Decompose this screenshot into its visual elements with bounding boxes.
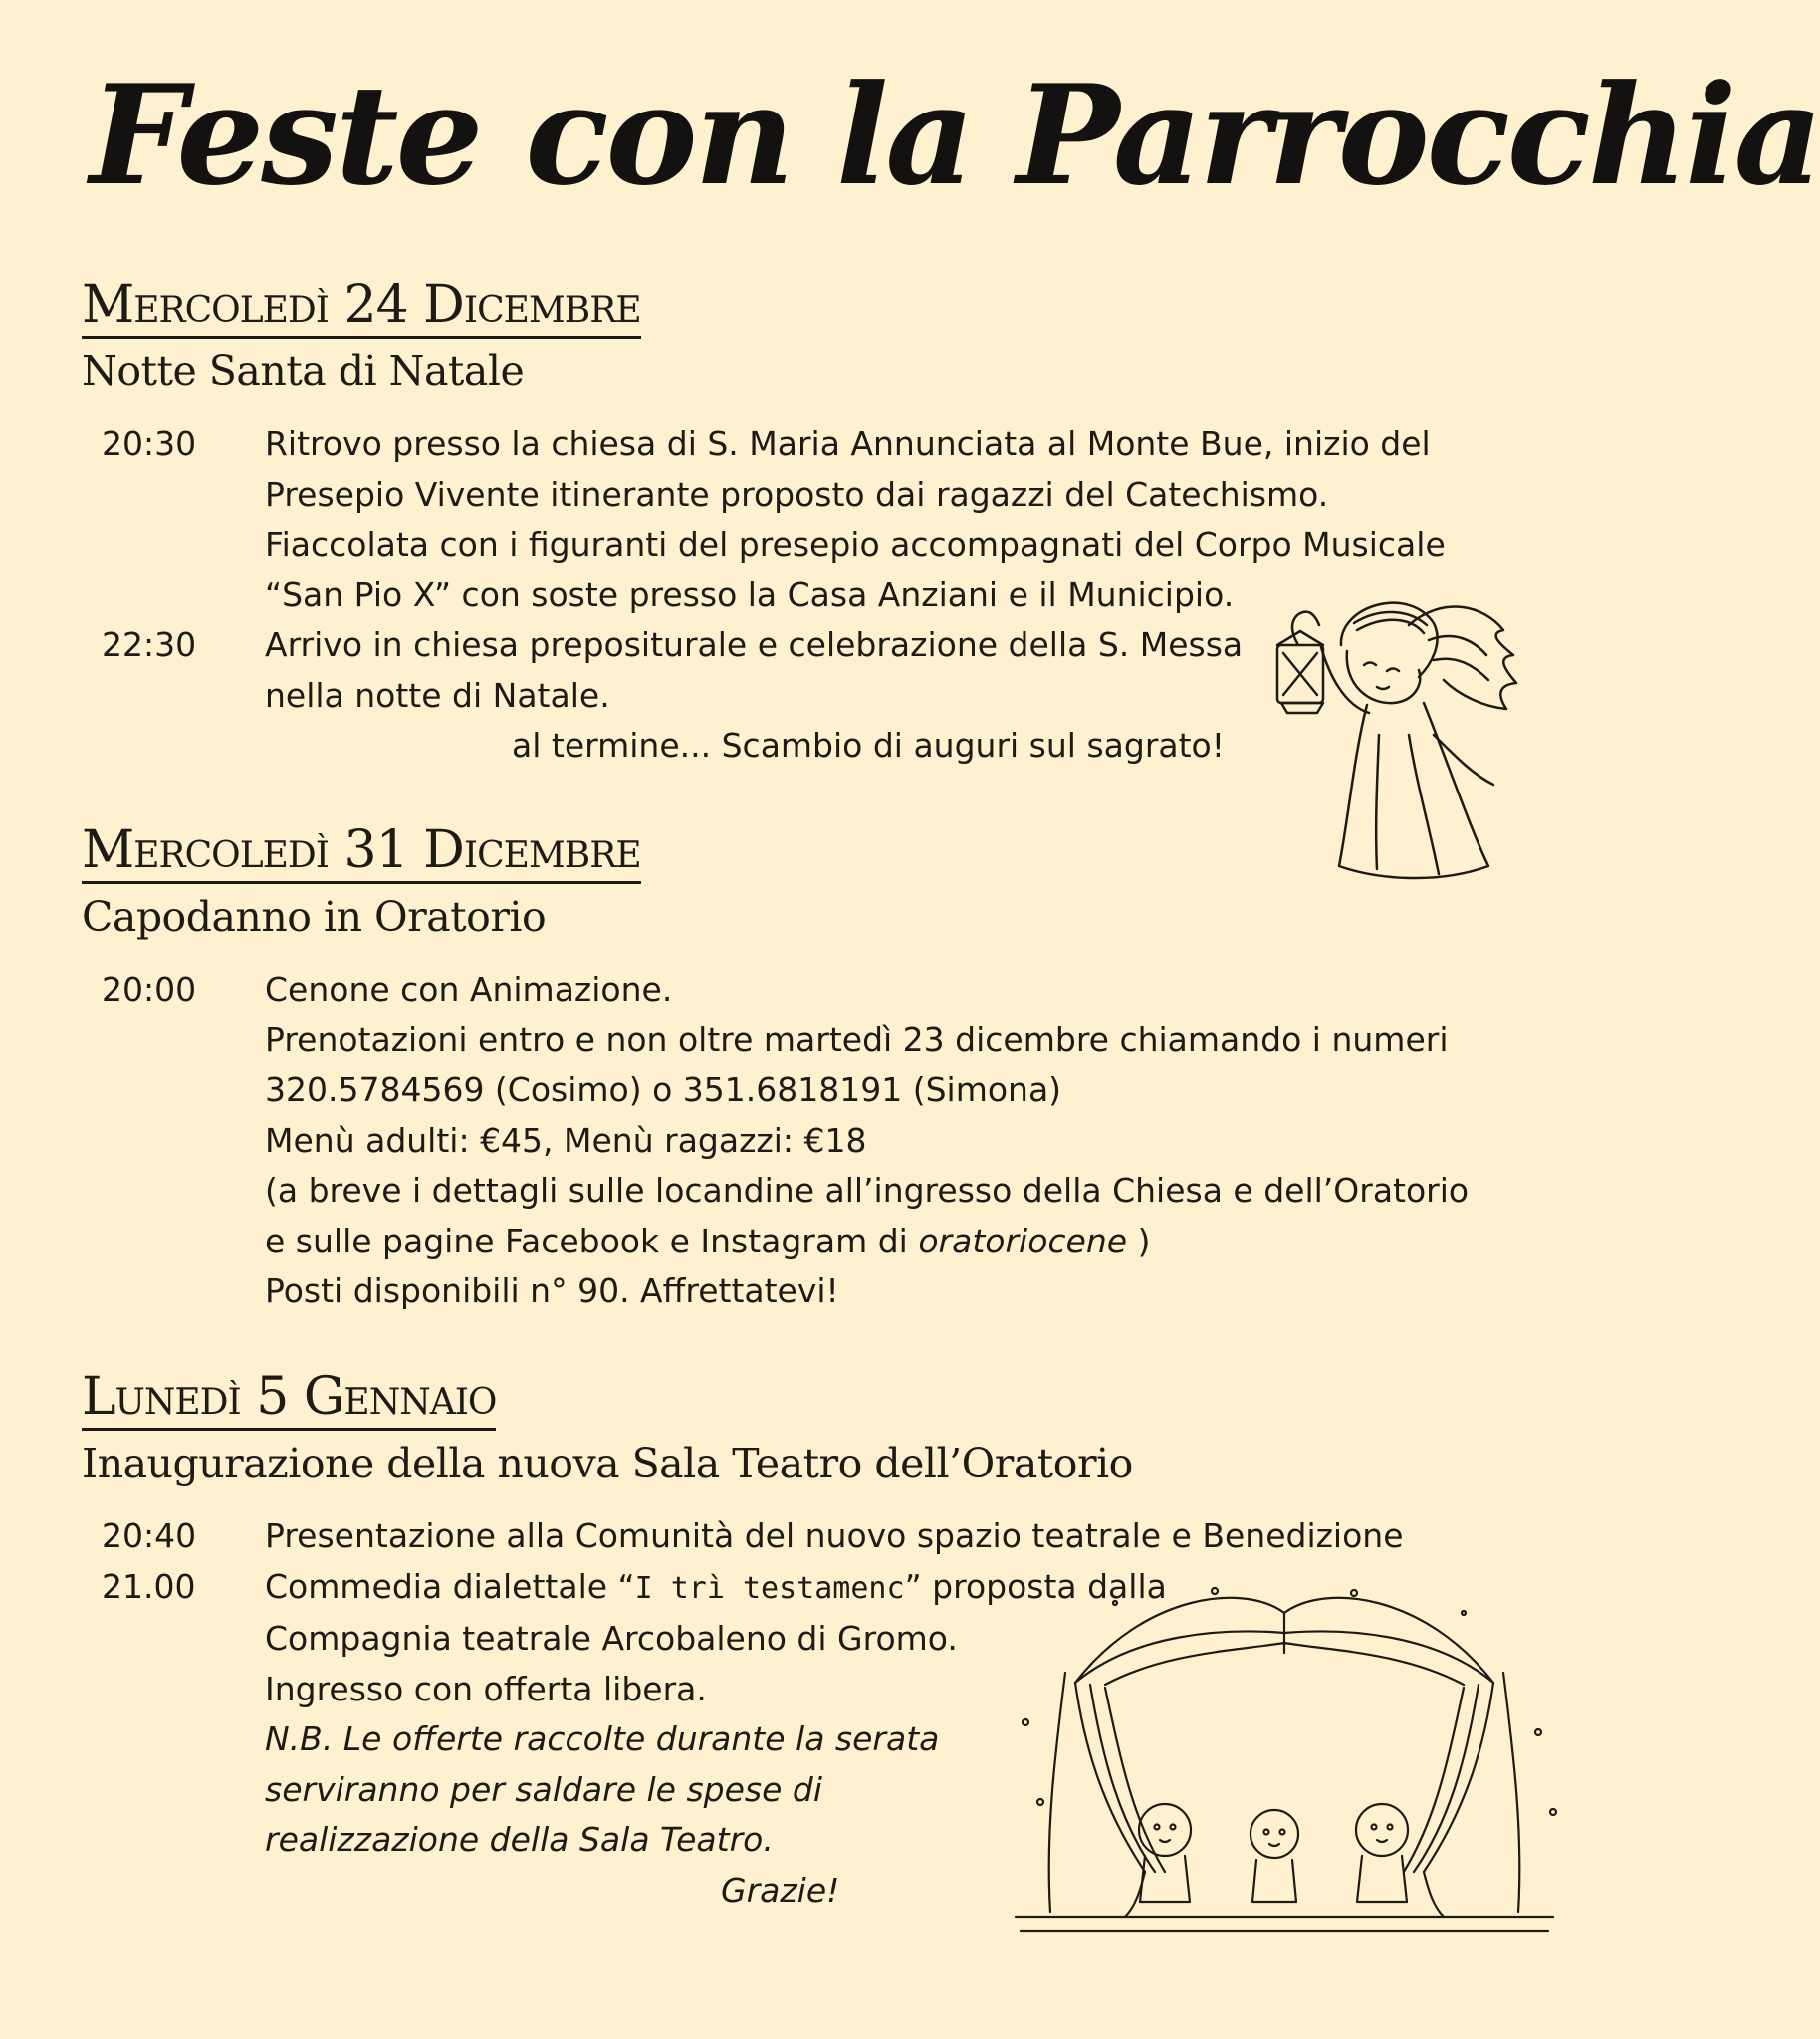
entry-line [265,1217,1495,1267]
entry-line: nella notte di Natale. [265,675,610,715]
entry-line: “San Pio X” con soste presso la Casa Anziani e il Municipio. [265,574,1235,614]
entry-line: 320.5784569 (Cosimo) o 351.6818191 (Simona) [265,1070,1062,1110]
entry-line: Prenotazioni entro e non oltre martedì 23 dicembre chiamando i numeri [265,1020,1449,1059]
entry-line: Presentazione alla Comunità del nuovo spazio teatrale e Benedizione [265,1516,1404,1556]
section-date: Mercoledì 31 Dicembre [82,822,641,884]
instagram-handle: oratoriocene [918,1221,1128,1260]
entry-time: 20:00 [102,970,197,1010]
entry-line: Compagnia teatrale Arcobaleno di Gromo. [265,1619,958,1659]
entry-line: Cenone con Animazione. [265,970,673,1010]
entry-line: Presepio Vivente itinerante proposto dai ragazzi del Catechismo. [265,474,1329,514]
section-subtitle: Capodanno in Oratorio [82,893,547,942]
entry-note: realizzazione della Sala Teatro. [265,1820,774,1860]
section-date: Lunedì 5 Gennaio [82,1369,496,1431]
entry-line: (a breve i dettagli sulle locandine all’ingresso della Chiesa e dell’Oratorio [265,1171,1470,1211]
page-title: Feste con la Parrocchia [90,54,1820,216]
entry-line-text: Commedia dialettale “ [265,1566,635,1606]
entry-time: 22:30 [102,625,197,665]
entry-note: serviranno per saldare le spese di [265,1769,822,1809]
entry-note: N.B. Le offerte raccolte durante la serata [265,1719,940,1759]
entry-line: Ritrovo presso la chiesa di S. Maria Annunciata al Monte Bue, inizio del [265,424,1431,464]
entry-line: al termine... Scambio di auguri sul sagrato! [512,726,1225,766]
play-title: I trì testamenc [634,1570,905,1606]
entry-line-text: e sulle pagine Facebook e Instagram di [265,1221,908,1260]
entry-line: Fiaccolata con i figuranti del presepio accompagnati del Corpo Musicale [265,525,1446,565]
entry-line: Ingresso con offerta libera. [265,1669,707,1708]
angel-with-lantern-icon [1259,585,1530,884]
section-subtitle: Notte Santa di Natale [82,347,525,396]
section-new-year [82,822,1495,1317]
entry-line: Menù adulti: €45, Menù ragazzi: €18 [265,1120,867,1160]
entry-line: Arrivo in chiesa prepositurale e celebrazione della S. Messa [265,625,1244,665]
theatre-stage-icon [996,1573,1573,1947]
section-subtitle: Inaugurazione della nuova Sala Teatro dell’Oratorio [82,1440,1133,1488]
entry-line: Posti disponibili n° 90. Affrettatevi! [265,1271,839,1311]
entry-line-text: ” proposta dalla [904,1566,1167,1606]
schedule-entry [82,1511,1495,1562]
entry-time: 21.00 [102,1566,196,1606]
entry-line-text: ) [1137,1221,1151,1260]
entry-time: 20:40 [102,1516,197,1556]
section-date: Mercoledì 24 Dicembre [82,277,641,339]
schedule-entry [82,965,1495,1317]
thanks-note: Grazie! [721,1870,840,1910]
entry-time: 20:30 [102,424,197,464]
